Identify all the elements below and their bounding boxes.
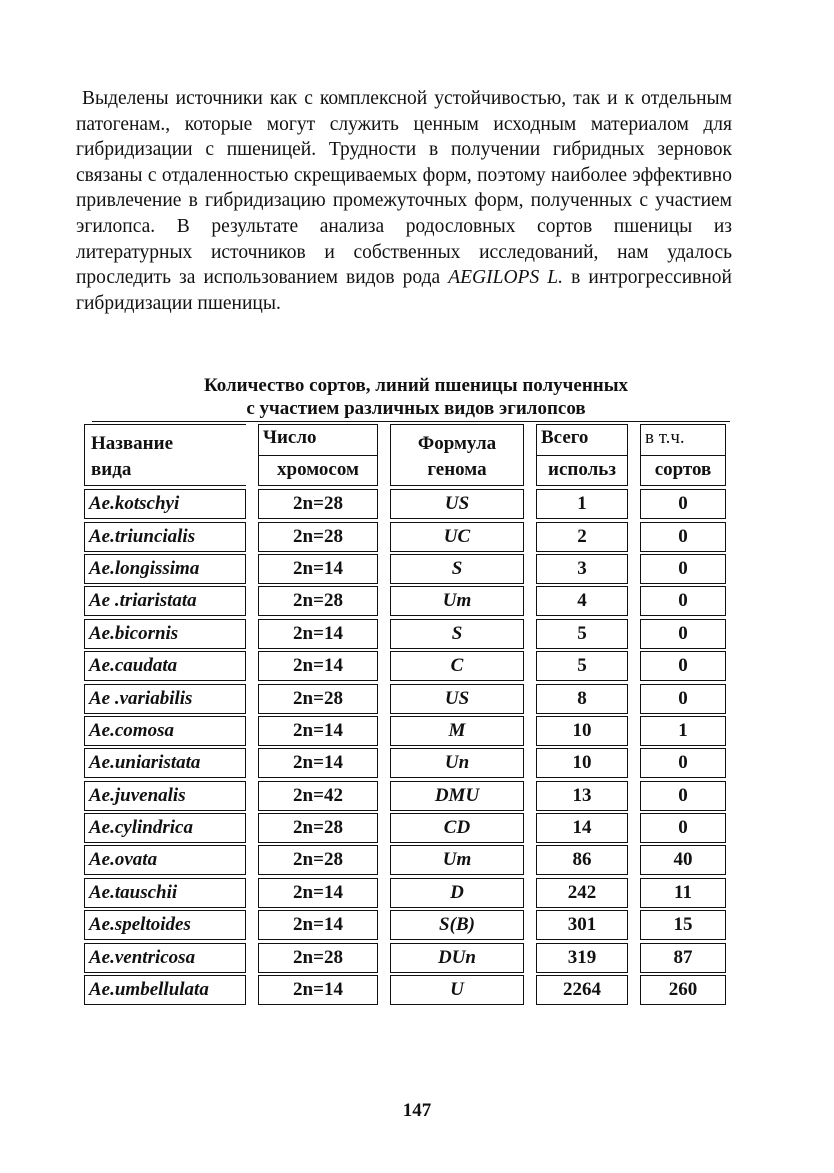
table-row xyxy=(84,488,726,520)
page-number: 147 xyxy=(402,1100,432,1121)
genome-cell: U xyxy=(390,975,524,1005)
table-body xyxy=(84,488,726,1006)
chromosomes-cell: 2n=28 xyxy=(258,943,378,973)
total-cell: 86 xyxy=(536,845,628,875)
header-genome-bottom: генома xyxy=(427,459,487,480)
genome-cell: D xyxy=(390,878,524,908)
body-paragraph xyxy=(76,86,732,316)
aegilops-table xyxy=(84,424,726,1006)
chromosomes-cell: 2n=28 xyxy=(258,813,378,843)
table-title-line1: Количество сортов, линий пшеницы полученных xyxy=(203,375,629,396)
chromosomes-cell: 2n=28 xyxy=(258,586,378,616)
chromosomes-cell: 2n=14 xyxy=(258,748,378,778)
chromosomes-cell: 2n=14 xyxy=(258,651,378,681)
header-species xyxy=(84,424,246,488)
species-cell: Ae .variabilis xyxy=(84,684,246,714)
chromosomes-cell: 2n=28 xyxy=(258,845,378,875)
species-cell: Ae .triaristata xyxy=(84,586,246,616)
varieties-cell: 1 xyxy=(640,716,726,746)
header-total-bottom: использ xyxy=(548,459,616,480)
species-cell: Ae.longissima xyxy=(84,554,246,584)
chromosomes-cell: 2n=14 xyxy=(258,716,378,746)
table-row xyxy=(84,520,726,552)
varieties-cell: 11 xyxy=(640,878,726,908)
total-cell: 4 xyxy=(536,586,628,616)
genome-cell: Um xyxy=(390,845,524,875)
species-cell: Ae.uniaristata xyxy=(84,748,246,778)
genome-cell: S xyxy=(390,554,524,584)
genome-cell: DMU xyxy=(390,781,524,811)
genome-cell: DUn xyxy=(390,943,524,973)
total-cell: 14 xyxy=(536,813,628,843)
varieties-cell: 0 xyxy=(640,586,726,616)
header-genome-top: Формула xyxy=(417,433,497,454)
total-cell: 319 xyxy=(536,943,628,973)
table-row xyxy=(84,618,726,650)
table-row xyxy=(84,780,726,812)
species-cell: Ae.ventricosa xyxy=(84,943,246,973)
genome-cell: UC xyxy=(390,522,524,552)
header-chromosomes-bottom: хромосом xyxy=(277,459,359,480)
species-cell: Ae.caudata xyxy=(84,651,246,681)
species-cell: Ae.triuncialis xyxy=(84,522,246,552)
total-cell: 2264 xyxy=(536,975,628,1005)
genome-cell: S(B) xyxy=(390,910,524,940)
header-total xyxy=(536,424,628,488)
header-varieties-bottom: сортов xyxy=(654,459,712,480)
table-row xyxy=(84,682,726,714)
genome-cell: Un xyxy=(390,748,524,778)
header-total-top: Всего xyxy=(541,427,589,448)
table-title-line2: с участием различных видов эгилопсов xyxy=(246,398,586,419)
genome-cell: US xyxy=(390,489,524,519)
paragraph-text-before: Выделены источники как с комплексной устойчивостью, так и к отдельным патогенам., которые могут служить ценным исходным материалом для гибридизации с пшеницей. Трудности в получении гибридных зерновок связаны с отдаленностью скрещиваемых форм, поэтому наиболее эффективно привлечение в гибридизацию промежуточных форм, полученных с участием эгилопса. В результате анализа родословных сортов пшеницы из литературных источников и собственных исследований, нам удалось проследить за использованием видов рода xyxy=(76,88,732,289)
varieties-cell: 0 xyxy=(640,781,726,811)
total-cell: 5 xyxy=(536,619,628,649)
chromosomes-cell: 2n=28 xyxy=(258,684,378,714)
varieties-cell: 15 xyxy=(640,910,726,940)
varieties-cell: 260 xyxy=(640,975,726,1005)
table-row xyxy=(84,909,726,941)
table-header-row xyxy=(84,424,726,488)
genome-cell: M xyxy=(390,716,524,746)
species-cell: Ae.bicornis xyxy=(84,619,246,649)
paragraph-genus-name: AEGILOPS L. xyxy=(448,267,564,289)
varieties-cell: 0 xyxy=(640,619,726,649)
chromosomes-cell: 2n=14 xyxy=(258,619,378,649)
header-genome xyxy=(390,424,524,488)
varieties-cell: 0 xyxy=(640,522,726,552)
total-cell: 13 xyxy=(536,781,628,811)
varieties-cell: 0 xyxy=(640,554,726,584)
varieties-cell: 0 xyxy=(640,489,726,519)
species-cell: Ae.kotschyi xyxy=(84,489,246,519)
chromosomes-cell: 2n=28 xyxy=(258,489,378,519)
varieties-cell: 0 xyxy=(640,748,726,778)
paragraph-text-after: в интрогрессивной гибридизации пшеницы. xyxy=(76,267,732,314)
genome-cell: S xyxy=(390,619,524,649)
total-cell: 3 xyxy=(536,554,628,584)
header-species-top: Название xyxy=(91,433,174,454)
table-row xyxy=(84,715,726,747)
varieties-cell: 40 xyxy=(640,845,726,875)
total-cell: 1 xyxy=(536,489,628,519)
genome-cell: US xyxy=(390,684,524,714)
title-rule xyxy=(92,421,730,422)
species-cell: Ae.juvenalis xyxy=(84,781,246,811)
species-cell: Ae.speltoides xyxy=(84,910,246,940)
chromosomes-cell: 2n=14 xyxy=(258,910,378,940)
header-species-bottom: вида xyxy=(91,459,132,480)
total-cell: 10 xyxy=(536,748,628,778)
header-chromosomes-top: Число xyxy=(263,427,317,448)
total-cell: 301 xyxy=(536,910,628,940)
chromosomes-cell: 2n=42 xyxy=(258,781,378,811)
header-chromosomes xyxy=(258,424,378,488)
varieties-cell: 0 xyxy=(640,651,726,681)
species-cell: Ae.ovata xyxy=(84,845,246,875)
chromosomes-cell: 2n=14 xyxy=(258,975,378,1005)
varieties-cell: 0 xyxy=(640,813,726,843)
genome-cell: Um xyxy=(390,586,524,616)
total-cell: 2 xyxy=(536,522,628,552)
table-row xyxy=(84,650,726,682)
total-cell: 8 xyxy=(536,684,628,714)
chromosomes-cell: 2n=14 xyxy=(258,554,378,584)
genome-cell: C xyxy=(390,651,524,681)
table-title xyxy=(80,372,752,418)
chromosomes-cell: 2n=28 xyxy=(258,522,378,552)
species-cell: Ae.umbellulata xyxy=(84,975,246,1005)
header-varieties-top: в т.ч. xyxy=(645,427,685,448)
table-row xyxy=(84,974,726,1006)
table-row xyxy=(84,877,726,909)
species-cell: Ae.cylindrica xyxy=(84,813,246,843)
chromosomes-cell: 2n=14 xyxy=(258,878,378,908)
table-row xyxy=(84,553,726,585)
table-row xyxy=(84,585,726,617)
varieties-cell: 0 xyxy=(640,684,726,714)
species-cell: Ae.tauschii xyxy=(84,878,246,908)
table-row xyxy=(84,844,726,876)
table-row xyxy=(84,747,726,779)
table-row xyxy=(84,941,726,973)
varieties-cell: 87 xyxy=(640,943,726,973)
header-varieties xyxy=(640,424,726,488)
species-cell: Ae.comosa xyxy=(84,716,246,746)
table-row xyxy=(84,812,726,844)
total-cell: 10 xyxy=(536,716,628,746)
total-cell: 5 xyxy=(536,651,628,681)
total-cell: 242 xyxy=(536,878,628,908)
genome-cell: CD xyxy=(390,813,524,843)
